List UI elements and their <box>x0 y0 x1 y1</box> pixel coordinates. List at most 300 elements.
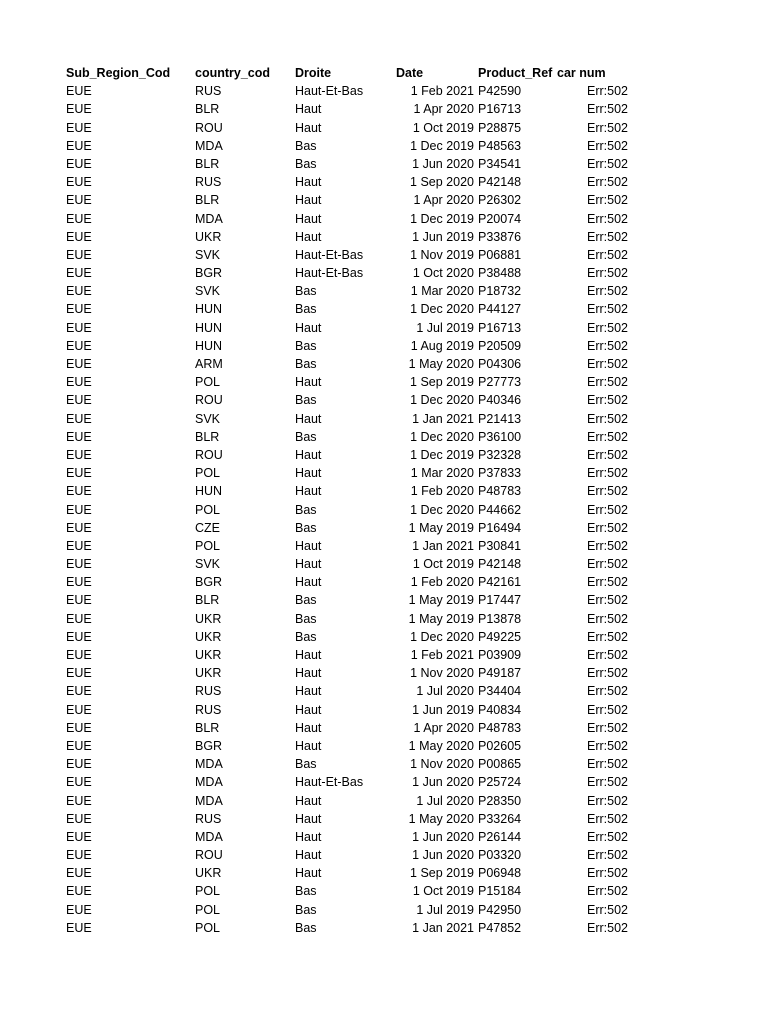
table-row <box>0 282 768 300</box>
sub-region-cell[interactable]: EUE <box>66 138 92 153</box>
product-ref-cell[interactable]: P15184 <box>478 884 522 899</box>
country-cell[interactable]: UKR <box>195 229 222 244</box>
country-cell[interactable]: ROU <box>195 393 223 408</box>
sub-region-cell[interactable]: EUE <box>66 702 92 717</box>
country-cell[interactable]: ROU <box>195 447 223 462</box>
country-cell[interactable]: POL <box>195 920 221 935</box>
sub-region-cell[interactable]: EUE <box>66 738 92 753</box>
product-ref-cell[interactable]: P06881 <box>478 247 522 262</box>
droite-cell[interactable]: Haut <box>295 575 322 590</box>
droite-cell[interactable]: Bas <box>295 502 317 517</box>
sub-region-cell[interactable]: EUE <box>66 193 92 208</box>
sub-region-cell[interactable]: EUE <box>66 84 92 99</box>
date-cell[interactable]: 1 Jul 2020 <box>416 684 474 699</box>
product-ref-cell[interactable]: P30841 <box>478 538 522 553</box>
country-cell[interactable]: MDA <box>195 793 223 808</box>
car-num-cell[interactable]: Err:502 <box>587 502 628 517</box>
country-cell[interactable]: BLR <box>195 193 220 208</box>
sub-region-cell[interactable]: EUE <box>66 175 92 190</box>
table-row <box>0 246 768 264</box>
droite-cell[interactable]: Haut <box>295 684 322 699</box>
table-row <box>0 155 768 173</box>
product-ref-cell[interactable]: P26144 <box>478 829 522 844</box>
car-num-cell[interactable]: Err:502 <box>587 848 628 863</box>
header-product-ref[interactable]: Product_Ref <box>478 66 553 80</box>
droite-cell[interactable]: Bas <box>295 138 317 153</box>
droite-cell[interactable]: Bas <box>295 902 317 917</box>
sub-region-cell[interactable]: EUE <box>66 302 92 317</box>
sub-region-cell[interactable]: EUE <box>66 557 92 572</box>
date-cell[interactable]: 1 Oct 2019 <box>412 884 474 899</box>
table-row <box>0 610 768 628</box>
country-cell[interactable]: MDA <box>195 757 223 772</box>
product-ref-cell[interactable]: P13878 <box>478 611 522 626</box>
country-cell[interactable]: SVK <box>195 557 221 572</box>
date-cell[interactable]: 1 Dec 2020 <box>410 629 474 644</box>
car-num-cell[interactable]: Err:502 <box>587 357 628 371</box>
country-cell[interactable]: ARM <box>195 357 223 371</box>
sub-region-cell[interactable]: EUE <box>66 502 92 517</box>
sub-region-cell[interactable]: EUE <box>66 829 92 844</box>
date-cell[interactable]: 1 Apr 2020 <box>413 102 474 117</box>
product-ref-cell[interactable]: P18732 <box>478 284 522 299</box>
table-row <box>0 573 768 591</box>
date-cell[interactable]: 1 Jul 2020 <box>416 793 474 808</box>
date-cell[interactable]: 1 Dec 2020 <box>410 502 474 517</box>
sub-region-cell[interactable]: EUE <box>66 393 92 408</box>
date-cell[interactable]: 1 May 2020 <box>408 738 474 753</box>
date-cell[interactable]: 1 Jun 2019 <box>412 229 474 244</box>
date-cell[interactable]: 1 Dec 2019 <box>410 447 474 462</box>
droite-cell[interactable]: Haut <box>295 411 322 426</box>
date-cell[interactable]: 1 Feb 2021 <box>410 648 474 662</box>
product-ref-cell[interactable]: P03909 <box>478 648 522 662</box>
sub-region-cell[interactable]: EUE <box>66 411 92 426</box>
car-num-cell[interactable]: Err:502 <box>587 702 628 717</box>
car-num-cell[interactable]: Err:502 <box>587 757 628 772</box>
date-cell[interactable]: 1 Sep 2019 <box>410 866 474 881</box>
header-droite[interactable]: Droite <box>295 66 332 80</box>
droite-cell[interactable]: Haut <box>295 793 322 808</box>
car-num-cell[interactable]: Err:502 <box>587 902 628 917</box>
date-cell[interactable]: 1 May 2019 <box>408 593 474 608</box>
droite-cell[interactable]: Bas <box>295 920 317 935</box>
country-cell[interactable]: BGR <box>195 266 223 281</box>
table-row <box>0 773 768 791</box>
sub-region-cell[interactable]: EUE <box>66 447 92 462</box>
droite-cell[interactable]: Bas <box>295 884 317 899</box>
car-num-cell[interactable]: Err:502 <box>587 429 628 444</box>
date-cell[interactable]: 1 Dec 2020 <box>410 393 474 408</box>
droite-cell[interactable]: Haut <box>295 538 322 553</box>
country-cell[interactable]: RUS <box>195 84 222 99</box>
country-cell[interactable]: ROU <box>195 120 223 135</box>
droite-cell[interactable]: Haut <box>295 866 322 881</box>
sub-region-cell[interactable]: EUE <box>66 538 92 553</box>
sub-region-cell[interactable]: EUE <box>66 520 92 535</box>
car-num-cell[interactable]: Err:502 <box>587 920 628 935</box>
country-cell[interactable]: HUN <box>195 320 223 335</box>
droite-cell[interactable]: Haut-Et-Bas <box>295 247 364 262</box>
car-num-cell[interactable]: Err:502 <box>587 320 628 335</box>
country-cell[interactable]: BLR <box>195 720 220 735</box>
droite-cell[interactable]: Haut <box>295 648 322 662</box>
sub-region-cell[interactable]: EUE <box>66 629 92 644</box>
product-ref-cell[interactable]: P28875 <box>478 120 522 135</box>
car-num-cell[interactable]: Err:502 <box>587 520 628 535</box>
product-ref-cell[interactable]: P44662 <box>478 502 522 517</box>
car-num-cell[interactable]: Err:502 <box>587 211 628 226</box>
product-ref-cell[interactable]: P42148 <box>478 175 522 190</box>
country-cell[interactable]: CZE <box>195 520 220 535</box>
droite-cell[interactable]: Haut <box>295 175 322 190</box>
country-cell[interactable]: SVK <box>195 411 221 426</box>
droite-cell[interactable]: Bas <box>295 611 317 626</box>
sub-region-cell[interactable]: EUE <box>66 211 92 226</box>
date-cell[interactable]: 1 May 2020 <box>408 357 474 371</box>
product-ref-cell[interactable]: P42161 <box>478 575 522 590</box>
car-num-cell[interactable]: Err:502 <box>587 829 628 844</box>
country-cell[interactable]: POL <box>195 466 221 481</box>
country-cell[interactable]: BLR <box>195 593 220 608</box>
country-cell[interactable]: BLR <box>195 102 220 117</box>
sub-region-cell[interactable]: EUE <box>66 284 92 299</box>
droite-cell[interactable]: Haut <box>295 447 322 462</box>
country-cell[interactable]: POL <box>195 538 221 553</box>
car-num-cell[interactable]: Err:502 <box>587 648 628 662</box>
date-cell[interactable]: 1 Dec 2019 <box>410 138 474 153</box>
car-num-cell[interactable]: Err:502 <box>587 138 628 153</box>
droite-cell[interactable]: Bas <box>295 393 317 408</box>
product-ref-cell[interactable]: P17447 <box>478 593 522 608</box>
date-cell[interactable]: 1 Nov 2020 <box>410 757 474 772</box>
date-cell[interactable]: 1 Jun 2020 <box>412 775 474 790</box>
sub-region-cell[interactable]: EUE <box>66 102 92 117</box>
product-ref-cell[interactable]: P28350 <box>478 793 522 808</box>
date-cell[interactable]: 1 Feb 2020 <box>410 575 474 590</box>
sub-region-cell[interactable]: EUE <box>66 266 92 281</box>
country-cell[interactable]: POL <box>195 502 221 517</box>
date-cell[interactable]: 1 Jan 2021 <box>412 920 474 935</box>
date-cell[interactable]: 1 Jul 2019 <box>416 320 474 335</box>
sub-region-cell[interactable]: EUE <box>66 357 92 371</box>
product-ref-cell[interactable]: P32328 <box>478 447 522 462</box>
header-sub-region[interactable]: Sub_Region_Cod <box>66 66 171 80</box>
country-cell[interactable]: BGR <box>195 575 223 590</box>
sub-region-cell[interactable]: EUE <box>66 120 92 135</box>
country-cell[interactable]: POL <box>195 375 221 390</box>
car-num-cell[interactable]: Err:502 <box>587 557 628 572</box>
date-cell[interactable]: 1 Jun 2020 <box>412 848 474 863</box>
country-cell[interactable]: HUN <box>195 338 223 353</box>
droite-cell[interactable]: Haut <box>295 102 322 117</box>
car-num-cell[interactable]: Err:502 <box>587 593 628 608</box>
car-num-cell[interactable]: Err:502 <box>587 884 628 899</box>
car-num-cell[interactable]: Err:502 <box>587 393 628 408</box>
country-cell[interactable]: BGR <box>195 738 223 753</box>
product-ref-cell[interactable]: P00865 <box>478 757 522 772</box>
droite-cell[interactable]: Bas <box>295 156 317 171</box>
sub-region-cell[interactable]: EUE <box>66 793 92 808</box>
sub-region-cell[interactable]: EUE <box>66 375 92 390</box>
car-num-cell[interactable]: Err:502 <box>587 775 628 790</box>
sub-region-cell[interactable]: EUE <box>66 775 92 790</box>
product-ref-cell[interactable]: P37833 <box>478 466 522 481</box>
country-cell[interactable]: UKR <box>195 648 222 662</box>
droite-cell[interactable]: Bas <box>295 757 317 772</box>
car-num-cell[interactable]: Err:502 <box>587 302 628 317</box>
product-ref-cell[interactable]: P40346 <box>478 393 522 408</box>
product-ref-cell[interactable]: P38488 <box>478 266 522 281</box>
droite-cell[interactable]: Haut <box>295 829 322 844</box>
sub-region-cell[interactable]: EUE <box>66 666 92 681</box>
header-country[interactable]: country_cod <box>195 66 271 80</box>
car-num-cell[interactable]: Err:502 <box>587 538 628 553</box>
product-ref-cell[interactable]: P42590 <box>478 84 522 99</box>
country-cell[interactable]: UKR <box>195 611 222 626</box>
product-ref-cell[interactable]: P21413 <box>478 411 522 426</box>
droite-cell[interactable]: Haut <box>295 193 322 208</box>
car-num-cell[interactable]: Err:502 <box>587 629 628 644</box>
sub-region-cell[interactable]: EUE <box>66 684 92 699</box>
date-cell[interactable]: 1 Jun 2020 <box>412 829 474 844</box>
country-cell[interactable]: UKR <box>195 866 222 881</box>
sub-region-cell[interactable]: EUE <box>66 429 92 444</box>
droite-cell[interactable]: Haut <box>295 702 322 717</box>
car-num-cell[interactable]: Err:502 <box>587 611 628 626</box>
car-num-cell[interactable]: Err:502 <box>587 484 628 499</box>
car-num-cell[interactable]: Err:502 <box>587 284 628 299</box>
sub-region-cell[interactable]: EUE <box>66 611 92 626</box>
sub-region-cell[interactable]: EUE <box>66 902 92 917</box>
date-cell[interactable]: 1 Mar 2020 <box>410 466 474 481</box>
date-cell[interactable]: 1 Nov 2020 <box>410 666 474 681</box>
country-cell[interactable]: MDA <box>195 829 223 844</box>
product-ref-cell[interactable]: P02605 <box>478 738 522 753</box>
droite-cell[interactable]: Haut <box>295 811 322 826</box>
car-num-cell[interactable]: Err:502 <box>587 266 628 281</box>
country-cell[interactable]: MDA <box>195 775 223 790</box>
date-cell[interactable]: 1 Apr 2020 <box>413 193 474 208</box>
sub-region-cell[interactable]: EUE <box>66 720 92 735</box>
date-cell[interactable]: 1 Apr 2020 <box>413 720 474 735</box>
droite-cell[interactable]: Haut <box>295 211 322 226</box>
sub-region-cell[interactable]: EUE <box>66 811 92 826</box>
date-cell[interactable]: 1 May 2019 <box>408 611 474 626</box>
car-num-cell[interactable]: Err:502 <box>587 247 628 262</box>
product-ref-cell[interactable]: P04306 <box>478 357 522 371</box>
product-ref-cell[interactable]: P36100 <box>478 429 522 444</box>
car-num-cell[interactable]: Err:502 <box>587 229 628 244</box>
car-num-cell[interactable]: Err:502 <box>587 738 628 753</box>
country-cell[interactable]: SVK <box>195 284 221 299</box>
product-ref-cell[interactable]: P48563 <box>478 138 522 153</box>
droite-cell[interactable]: Haut <box>295 666 322 681</box>
car-num-cell[interactable]: Err:502 <box>587 720 628 735</box>
car-num-cell[interactable]: Err:502 <box>587 793 628 808</box>
product-ref-cell[interactable]: P06948 <box>478 866 522 881</box>
date-cell[interactable]: 1 Feb 2020 <box>410 484 474 499</box>
droite-cell[interactable]: Bas <box>295 429 317 444</box>
header-car-num[interactable]: car num <box>557 66 606 80</box>
car-num-cell[interactable]: Err:502 <box>587 447 628 462</box>
product-ref-cell[interactable]: P33264 <box>478 811 522 826</box>
product-ref-cell[interactable]: P34404 <box>478 684 522 699</box>
table-row <box>0 701 768 719</box>
date-cell[interactable]: 1 May 2020 <box>408 811 474 826</box>
country-cell[interactable]: POL <box>195 884 221 899</box>
sub-region-cell[interactable]: EUE <box>66 338 92 353</box>
date-cell[interactable]: 1 Dec 2020 <box>410 429 474 444</box>
droite-cell[interactable]: Bas <box>295 593 317 608</box>
droite-cell[interactable]: Haut <box>295 320 322 335</box>
table-row <box>0 264 768 282</box>
sub-region-cell[interactable]: EUE <box>66 848 92 863</box>
date-cell[interactable]: 1 Sep 2020 <box>410 175 474 190</box>
droite-cell[interactable]: Haut-Et-Bas <box>295 84 364 99</box>
car-num-cell[interactable]: Err:502 <box>587 684 628 699</box>
droite-cell[interactable]: Haut <box>295 466 322 481</box>
table-row <box>0 319 768 337</box>
product-ref-cell[interactable]: P20509 <box>478 338 522 353</box>
country-cell[interactable]: POL <box>195 902 221 917</box>
country-cell[interactable]: UKR <box>195 666 222 681</box>
product-ref-cell[interactable]: P16494 <box>478 520 522 535</box>
country-cell[interactable]: RUS <box>195 684 222 699</box>
sub-region-cell[interactable]: EUE <box>66 575 92 590</box>
country-cell[interactable]: SVK <box>195 247 221 262</box>
product-ref-cell[interactable]: P20074 <box>478 211 522 226</box>
product-ref-cell[interactable]: P26302 <box>478 193 522 208</box>
sub-region-cell[interactable]: EUE <box>66 757 92 772</box>
country-cell[interactable]: BLR <box>195 429 220 444</box>
country-cell[interactable]: MDA <box>195 138 223 153</box>
car-num-cell[interactable]: Err:502 <box>587 175 628 190</box>
droite-cell[interactable]: Haut-Et-Bas <box>295 775 364 790</box>
car-num-cell[interactable]: Err:502 <box>587 811 628 826</box>
sub-region-cell[interactable]: EUE <box>66 648 92 662</box>
country-cell[interactable]: HUN <box>195 302 223 317</box>
car-num-cell[interactable]: Err:502 <box>587 375 628 390</box>
droite-cell[interactable]: Haut <box>295 848 322 863</box>
date-cell[interactable]: 1 Jan 2021 <box>412 538 474 553</box>
date-cell[interactable]: 1 Jan 2021 <box>412 411 474 426</box>
car-num-cell[interactable]: Err:502 <box>587 666 628 681</box>
car-num-cell[interactable]: Err:502 <box>587 338 628 353</box>
table-row <box>0 737 768 755</box>
product-ref-cell[interactable]: P16713 <box>478 320 522 335</box>
droite-cell[interactable]: Bas <box>295 520 317 535</box>
date-cell[interactable]: 1 Dec 2020 <box>410 302 474 317</box>
droite-cell[interactable]: Haut <box>295 720 322 735</box>
sub-region-cell[interactable]: EUE <box>66 156 92 171</box>
product-ref-cell[interactable]: P34541 <box>478 156 522 171</box>
car-num-cell[interactable]: Err:502 <box>587 466 628 481</box>
droite-cell[interactable]: Bas <box>295 357 317 371</box>
date-cell[interactable]: 1 Jun 2019 <box>412 702 474 717</box>
table-row <box>0 82 768 100</box>
country-cell[interactable]: UKR <box>195 629 222 644</box>
droite-cell[interactable]: Bas <box>295 629 317 644</box>
product-ref-cell[interactable]: P25724 <box>478 775 522 790</box>
sub-region-cell[interactable]: EUE <box>66 593 92 608</box>
droite-cell[interactable]: Haut <box>295 557 322 572</box>
date-cell[interactable]: 1 Mar 2020 <box>410 284 474 299</box>
sub-region-cell[interactable]: EUE <box>66 484 92 499</box>
product-ref-cell[interactable]: P44127 <box>478 302 522 317</box>
country-cell[interactable]: RUS <box>195 811 222 826</box>
car-num-cell[interactable]: Err:502 <box>587 102 628 117</box>
date-cell[interactable]: 1 Oct 2019 <box>412 120 474 135</box>
car-num-cell[interactable]: Err:502 <box>587 575 628 590</box>
car-num-cell[interactable]: Err:502 <box>587 156 628 171</box>
date-cell[interactable]: 1 Jul 2019 <box>416 902 474 917</box>
sub-region-cell[interactable]: EUE <box>66 466 92 481</box>
car-num-cell[interactable]: Err:502 <box>587 193 628 208</box>
sub-region-cell[interactable]: EUE <box>66 866 92 881</box>
table-row <box>0 810 768 828</box>
product-ref-cell[interactable]: P42148 <box>478 557 522 572</box>
country-cell[interactable]: RUS <box>195 175 222 190</box>
date-cell[interactable]: 1 Jun 2020 <box>412 156 474 171</box>
country-cell[interactable]: ROU <box>195 848 223 863</box>
droite-cell[interactable]: Haut-Et-Bas <box>295 266 364 281</box>
product-ref-cell[interactable]: P33876 <box>478 229 522 244</box>
sub-region-cell[interactable]: EUE <box>66 884 92 899</box>
product-ref-cell[interactable]: P49187 <box>478 666 522 681</box>
sub-region-cell[interactable]: EUE <box>66 247 92 262</box>
product-ref-cell[interactable]: P27773 <box>478 375 522 390</box>
date-cell[interactable]: 1 Feb 2021 <box>410 84 474 99</box>
droite-cell[interactable]: Haut <box>295 375 322 390</box>
droite-cell[interactable]: Bas <box>295 302 317 317</box>
date-cell[interactable]: 1 Aug 2019 <box>410 338 474 353</box>
date-cell[interactable]: 1 Oct 2019 <box>412 557 474 572</box>
country-cell[interactable]: HUN <box>195 484 223 499</box>
product-ref-cell[interactable]: P48783 <box>478 484 522 499</box>
sub-region-cell[interactable]: EUE <box>66 320 92 335</box>
car-num-cell[interactable]: Err:502 <box>587 84 628 99</box>
car-num-cell[interactable]: Err:502 <box>587 866 628 881</box>
header-date[interactable]: Date <box>396 66 424 80</box>
date-cell[interactable]: 1 Oct 2020 <box>412 266 474 281</box>
sub-region-cell[interactable]: EUE <box>66 920 92 935</box>
droite-cell[interactable]: Haut <box>295 120 322 135</box>
product-ref-cell[interactable]: P49225 <box>478 629 522 644</box>
date-cell[interactable]: 1 Nov 2019 <box>410 247 474 262</box>
product-ref-cell[interactable]: P40834 <box>478 702 522 717</box>
product-ref-cell[interactable]: P16713 <box>478 102 522 117</box>
droite-cell[interactable]: Bas <box>295 338 317 353</box>
sub-region-cell[interactable]: EUE <box>66 229 92 244</box>
droite-cell[interactable]: Bas <box>295 284 317 299</box>
product-ref-cell[interactable]: P47852 <box>478 920 522 935</box>
product-ref-cell[interactable]: P42950 <box>478 902 522 917</box>
product-ref-cell[interactable]: P03320 <box>478 848 522 863</box>
droite-cell[interactable]: Haut <box>295 738 322 753</box>
date-cell[interactable]: 1 Sep 2019 <box>410 375 474 390</box>
date-cell[interactable]: 1 Dec 2019 <box>410 211 474 226</box>
country-cell[interactable]: RUS <box>195 702 222 717</box>
country-cell[interactable]: BLR <box>195 156 220 171</box>
product-ref-cell[interactable]: P48783 <box>478 720 522 735</box>
car-num-cell[interactable]: Err:502 <box>587 411 628 426</box>
country-cell[interactable]: MDA <box>195 211 223 226</box>
droite-cell[interactable]: Haut <box>295 229 322 244</box>
date-cell[interactable]: 1 May 2019 <box>408 520 474 535</box>
car-num-cell[interactable]: Err:502 <box>587 120 628 135</box>
droite-cell[interactable]: Haut <box>295 484 322 499</box>
